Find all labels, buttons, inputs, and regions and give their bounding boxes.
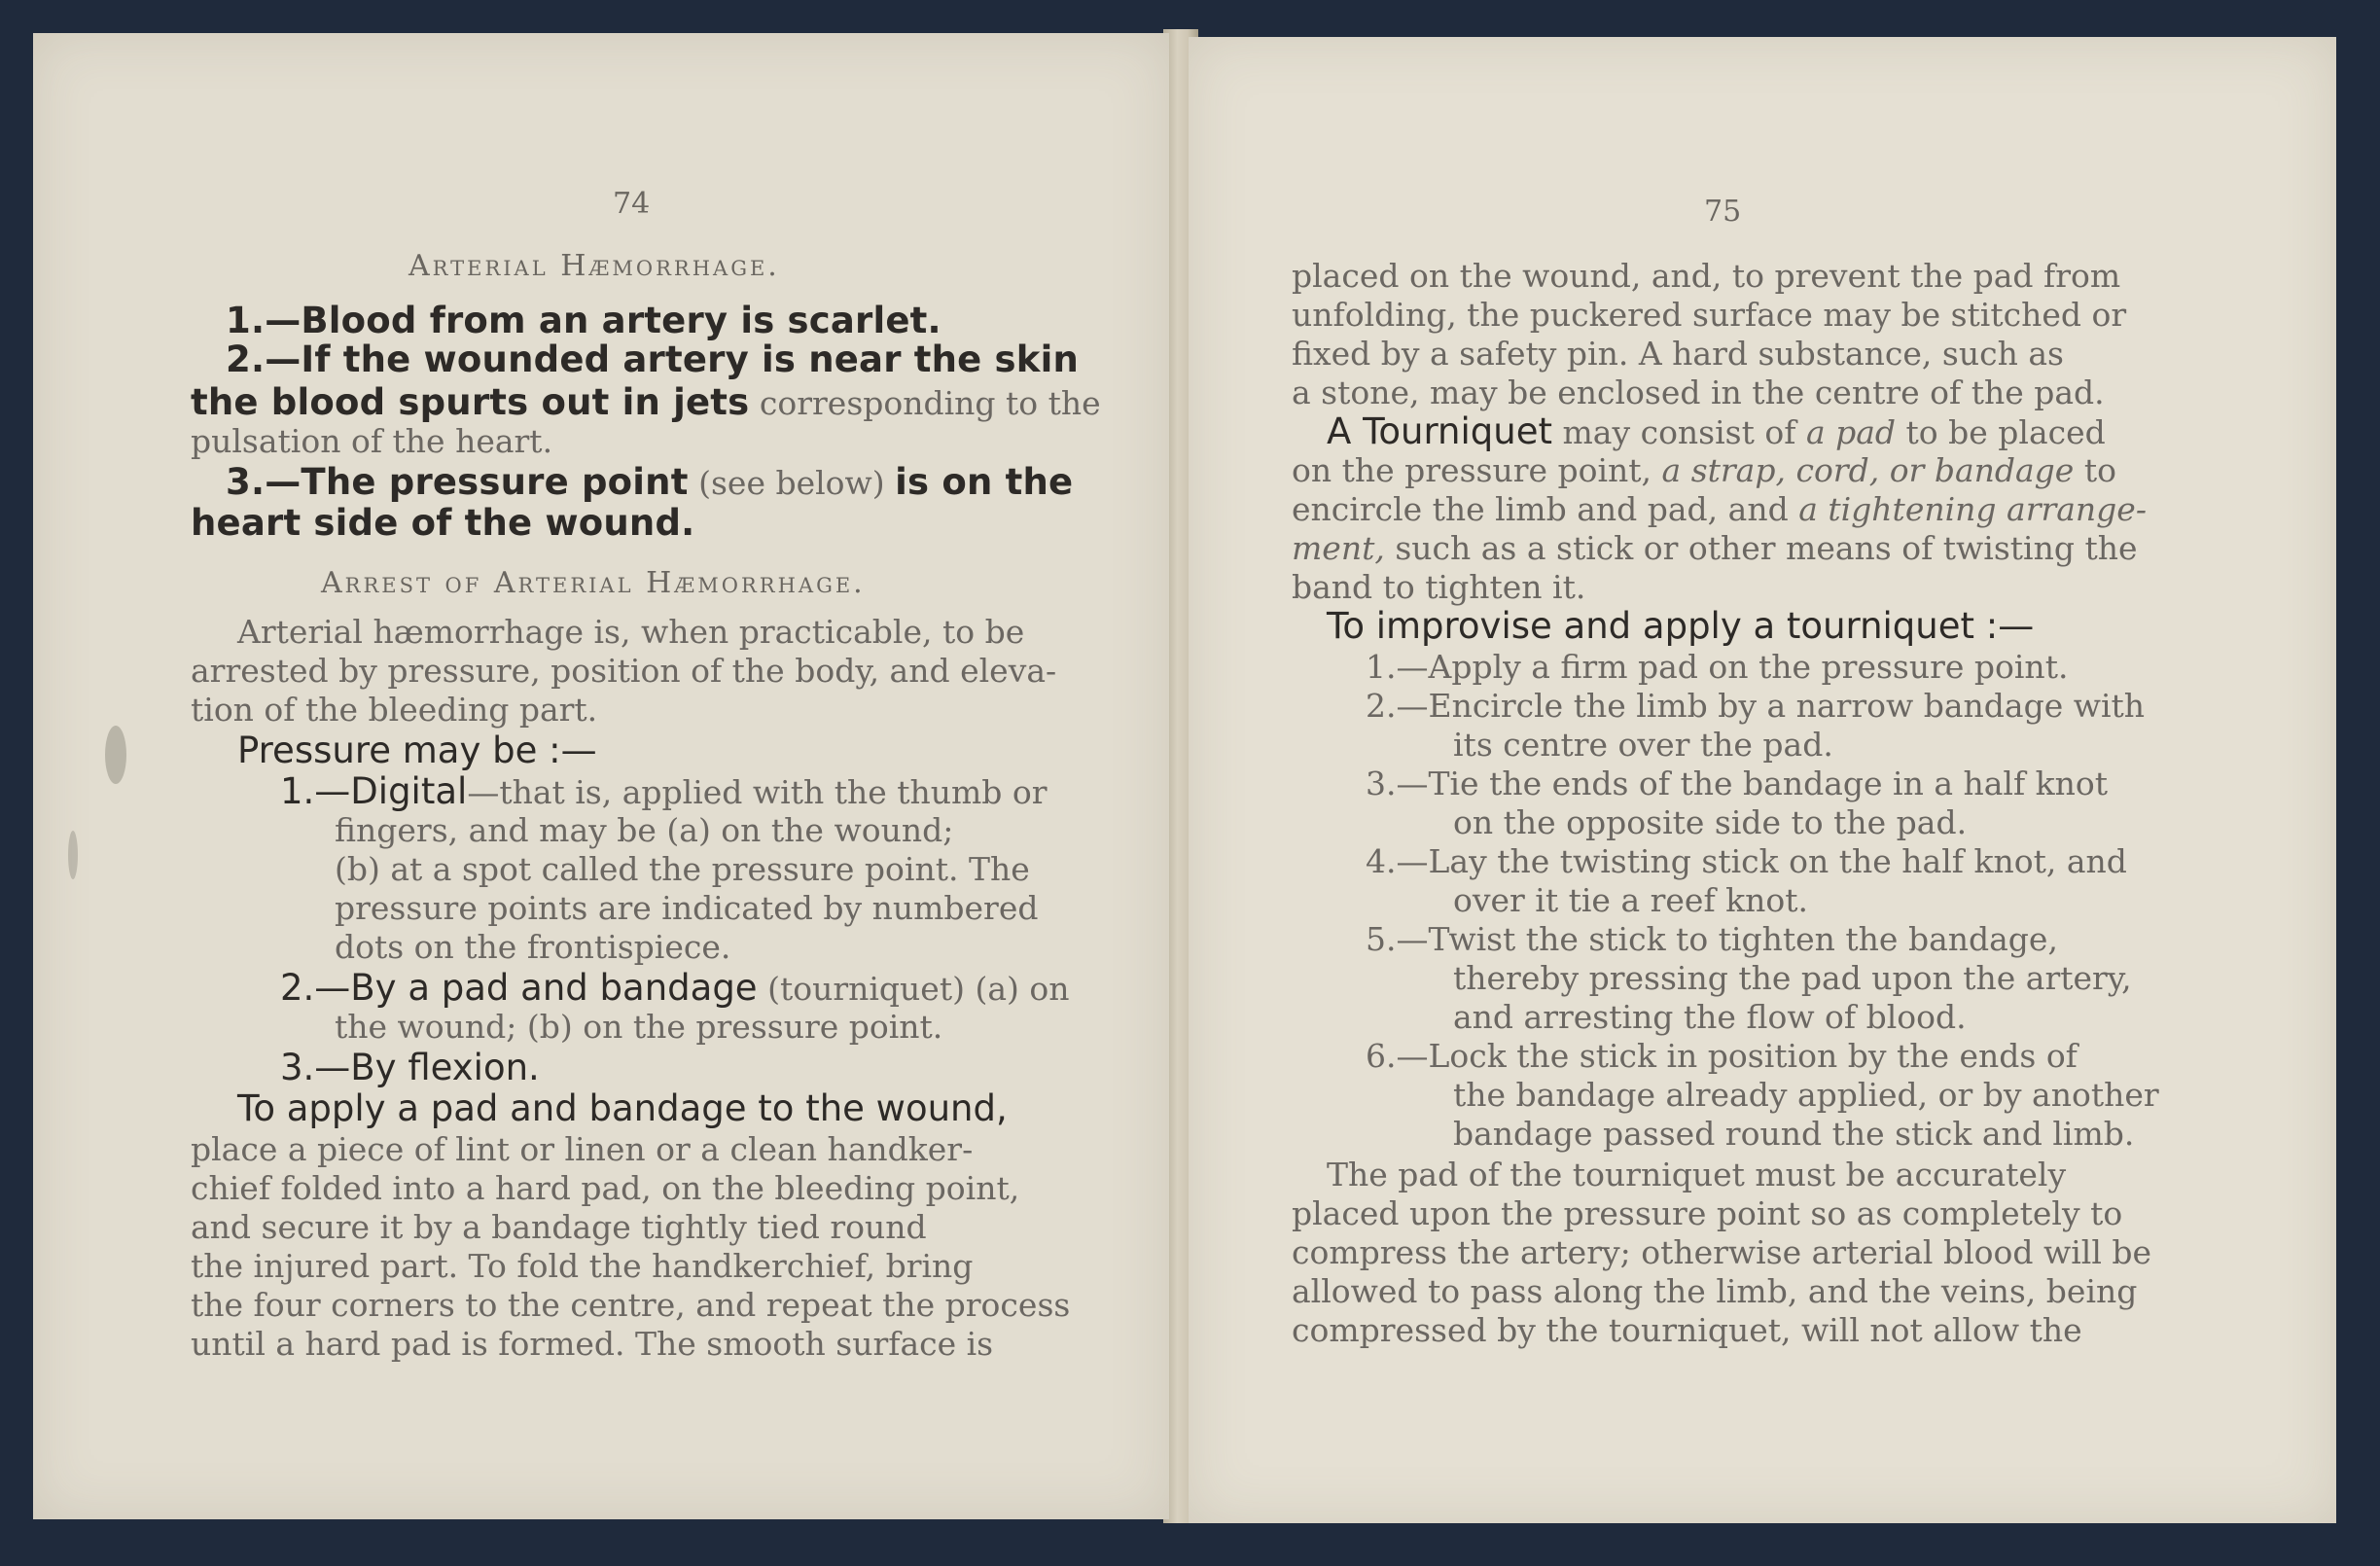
italic-phrase: a strap, cord, or bandage <box>1661 451 2075 489</box>
text-line: To apply a pad and bandage to the wound, <box>237 1087 1008 1129</box>
text-span: (see below) <box>698 464 885 502</box>
section-heading: Arterial Hæmorrhage. <box>409 249 780 283</box>
text-line: its centre over the pad. <box>1453 726 1833 764</box>
text-line: pressure points are indicated by numbered <box>335 889 1039 927</box>
text-line: the four corners to the centre, and repeat the process <box>191 1286 1071 1324</box>
italic-phrase: a tightening arrange- <box>1798 490 2147 528</box>
text-line: placed on the wound, and, to prevent the pad from <box>1292 257 2121 295</box>
text-span: corresponding to the <box>759 384 1101 422</box>
text-line: chief folded into a hard pad, on the bleeding point, <box>191 1169 1020 1207</box>
text-line: 4.—Lay the twisting stick on the half knot, and <box>1366 842 2127 880</box>
bold-phrase: 3.—The pressure point <box>226 461 689 503</box>
text-span: to be placed <box>1905 413 2106 451</box>
text-line: and secure it by a bandage tightly tied round <box>191 1208 927 1246</box>
text-span: (tourniquet) (a) on <box>767 970 1070 1008</box>
text-line: 1.—Blood from an artery is scarlet. <box>226 300 941 341</box>
page-number: 75 <box>1704 195 1742 229</box>
bold-phrase: A Tourniquet <box>1327 410 1552 452</box>
text-line: (b) at a spot called the pressure point. The <box>335 850 1030 888</box>
text-line: and arresting the flow of blood. <box>1453 998 1967 1036</box>
text-line: compressed by the tourniquet, will not allow the <box>1292 1311 2082 1349</box>
text-line: the wound; (b) on the pressure point. <box>335 1008 943 1046</box>
text-line <box>1292 490 2147 529</box>
italic-phrase: ment, <box>1292 529 1385 567</box>
text-line: The pad of the tourniquet must be accurately <box>1327 1156 2067 1193</box>
text-line: dots on the frontispiece. <box>335 928 731 966</box>
text-line <box>1327 412 2106 452</box>
text-line: compress the artery; otherwise arterial blood will be <box>1292 1233 2152 1271</box>
text-span: such as a stick or other means of twisting the <box>1395 529 2138 567</box>
text-line: on the opposite side to the pad. <box>1453 803 1968 841</box>
page-number: 74 <box>613 187 651 221</box>
left-page <box>33 33 1169 1519</box>
text-line: the injured part. To fold the handkerchief, bring <box>191 1247 974 1285</box>
text-line: 2.—If the wounded artery is near the skin <box>226 338 1079 380</box>
text-line: the bandage already applied, or by another <box>1453 1076 2159 1114</box>
text-line: bandage passed round the stick and limb. <box>1453 1115 2135 1153</box>
text-line: pulsation of the heart. <box>191 422 553 460</box>
text-line: 6.—Lock the stick in position by the ends of <box>1366 1037 2078 1075</box>
text-line: fingers, and may be (a) on the wound; <box>335 811 954 849</box>
text-line: Pressure may be :— <box>237 730 597 771</box>
text-line: band to tighten it. <box>1292 568 1586 606</box>
text-line: 2.—Encircle the limb by a narrow bandage with <box>1366 687 2146 725</box>
text-span: on the pressure point, <box>1292 451 1652 489</box>
text-line: unfolding, the puckered surface may be stitched or <box>1292 296 2127 334</box>
right-page <box>1189 37 2336 1523</box>
bold-phrase: is on the <box>895 461 1074 503</box>
section-heading: Arrest of Arterial Hæmorrhage. <box>321 566 866 600</box>
text-span: to <box>2083 451 2116 489</box>
ink-mark <box>105 726 126 784</box>
text-line: fixed by a safety pin. A hard substance, such as <box>1292 335 2064 373</box>
text-line: over it tie a reef knot. <box>1453 881 1809 919</box>
text-line: placed upon the pressure point so as completely to <box>1292 1194 2123 1232</box>
bold-phrase: 1.—Digital <box>280 770 468 812</box>
text-line: 1.—Apply a firm pad on the pressure point. <box>1366 648 2069 686</box>
text-line <box>280 969 1069 1009</box>
bold-phrase: 2.—By a pad and bandage <box>280 967 758 1009</box>
ink-mark <box>68 831 78 879</box>
text-span: encircle the limb and pad, and <box>1292 490 1789 528</box>
text-span: may consist of <box>1562 413 1796 451</box>
text-line <box>191 383 1101 423</box>
text-line <box>1292 451 2116 490</box>
text-line: arrested by pressure, position of the body, and eleva- <box>191 652 1057 690</box>
text-line: 5.—Twist the stick to tighten the bandage, <box>1366 920 2058 958</box>
text-line: Arterial hæmorrhage is, when practicable, to be <box>237 613 1025 651</box>
text-line: 3.—Tie the ends of the bandage in a half knot <box>1366 765 2109 802</box>
text-line: allowed to pass along the limb, and the veins, being <box>1292 1272 2138 1310</box>
text-line: heart side of the wound. <box>191 502 695 544</box>
text-span: —that is, applied with the thumb or <box>467 773 1048 811</box>
text-line: thereby pressing the pad upon the artery, <box>1453 959 2132 997</box>
text-line: To improvise and apply a tourniquet :— <box>1327 605 2035 647</box>
italic-phrase: a pad <box>1805 413 1897 451</box>
text-line: a stone, may be enclosed in the centre of the pad. <box>1292 374 2105 411</box>
text-line: until a hard pad is formed. The smooth surface is <box>191 1325 994 1363</box>
text-line: 3.—By flexion. <box>280 1047 540 1088</box>
text-line: tion of the bleeding part. <box>191 691 598 729</box>
text-line <box>280 772 1048 812</box>
text-line <box>1292 529 2138 568</box>
bold-phrase: the blood spurts out in jets <box>191 381 750 423</box>
text-line <box>226 463 1073 503</box>
text-line: place a piece of lint or linen or a clean handker- <box>191 1130 974 1168</box>
